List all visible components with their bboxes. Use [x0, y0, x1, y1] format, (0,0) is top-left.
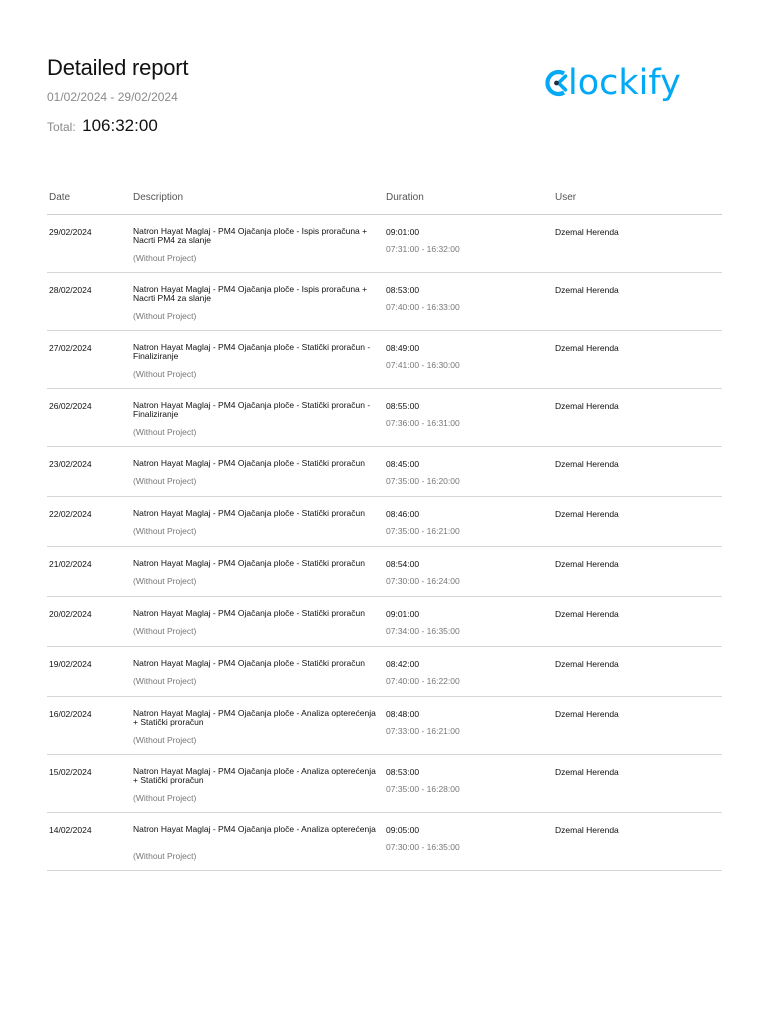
entry-duration: 08:55:00	[386, 401, 420, 411]
table-row	[47, 389, 722, 447]
entry-project: (Without Project)	[133, 626, 197, 636]
entry-date: 19/02/2024	[49, 659, 92, 669]
entry-description: Natron Hayat Maglaj - PM4 Ojačanja ploče - Ispis proračuna + Nacrti PM4 za slanje	[133, 284, 368, 303]
entry-user: Dzemal Herenda	[555, 559, 619, 569]
entry-time-range: 07:31:00 - 16:32:00	[386, 244, 460, 254]
table-body	[47, 215, 722, 871]
entry-description: Natron Hayat Maglaj - PM4 Ojačanja ploče - Statički proračun	[133, 608, 365, 618]
entry-date: 29/02/2024	[49, 227, 92, 237]
header-date: Date	[49, 192, 71, 203]
entry-project: (Without Project)	[133, 526, 197, 536]
table-row	[47, 697, 722, 755]
table-row	[47, 447, 722, 497]
table-row	[47, 647, 722, 697]
clockify-c-icon	[543, 67, 569, 99]
entry-description: Natron Hayat Maglaj - PM4 Ojačanja ploče - Analiza opterećenja + Statički proračun	[133, 766, 376, 785]
entry-user: Dzemal Herenda	[555, 459, 619, 469]
entry-date: 23/02/2024	[49, 459, 92, 469]
entry-description: Natron Hayat Maglaj - PM4 Ojačanja ploče - Analiza opterećenja	[133, 824, 376, 834]
header-user: User	[555, 192, 577, 203]
entry-date: 22/02/2024	[49, 509, 92, 519]
entry-description: Natron Hayat Maglaj - PM4 Ojačanja ploče - Statički proračun	[133, 458, 365, 468]
entry-project: (Without Project)	[133, 793, 197, 803]
entry-user: Dzemal Herenda	[555, 659, 619, 669]
entry-description: Natron Hayat Maglaj - PM4 Ojačanja ploče - Statički proračun - Finaliziranje	[133, 400, 371, 419]
entry-project: (Without Project)	[133, 735, 197, 745]
table-row	[47, 547, 722, 597]
entry-user: Dzemal Herenda	[555, 343, 619, 353]
table-header	[47, 186, 722, 215]
entry-duration: 09:01:00	[386, 609, 420, 619]
entry-user: Dzemal Herenda	[555, 401, 619, 411]
entry-time-range: 07:36:00 - 16:31:00	[386, 418, 460, 428]
header-description: Description	[133, 192, 184, 203]
entry-project: (Without Project)	[133, 369, 197, 379]
entry-time-range: 07:35:00 - 16:21:00	[386, 526, 460, 536]
entry-date: 21/02/2024	[49, 559, 92, 569]
entry-date: 14/02/2024	[49, 825, 92, 835]
entry-description: Natron Hayat Maglaj - PM4 Ojačanja ploče - Statički proračun	[133, 508, 365, 518]
entry-duration: 08:53:00	[386, 767, 420, 777]
entry-time-range: 07:30:00 - 16:24:00	[386, 576, 460, 586]
entry-description: Natron Hayat Maglaj - PM4 Ojačanja ploče - Statički proračun	[133, 658, 365, 668]
entry-time-range: 07:33:00 - 16:21:00	[386, 726, 460, 736]
table-row	[47, 273, 722, 331]
entry-user: Dzemal Herenda	[555, 227, 619, 237]
entry-duration: 09:01:00	[386, 227, 420, 237]
table-row	[47, 813, 722, 871]
entry-duration: 08:45:00	[386, 459, 420, 469]
entry-date: 28/02/2024	[49, 285, 92, 295]
total-label: Total:	[47, 120, 76, 134]
entry-user: Dzemal Herenda	[555, 767, 619, 777]
total-value: 106:32:00	[82, 116, 158, 135]
entry-duration: 08:49:00	[386, 343, 420, 353]
entry-user: Dzemal Herenda	[555, 285, 619, 295]
report-total	[47, 116, 158, 136]
clockify-logo	[543, 60, 723, 106]
entry-time-range: 07:40:00 - 16:22:00	[386, 676, 460, 686]
logo-text: lockify	[568, 62, 681, 103]
entry-project: (Without Project)	[133, 576, 197, 586]
entry-user: Dzemal Herenda	[555, 509, 619, 519]
entry-user: Dzemal Herenda	[555, 709, 619, 719]
entry-project: (Without Project)	[133, 253, 197, 263]
entry-time-range: 07:35:00 - 16:20:00	[386, 476, 460, 486]
table-row	[47, 755, 722, 813]
entry-duration: 08:53:00	[386, 285, 420, 295]
entry-time-range: 07:30:00 - 16:35:00	[386, 842, 460, 852]
entry-duration: 08:42:00	[386, 659, 420, 669]
entry-description: Natron Hayat Maglaj - PM4 Ojačanja ploče - Statički proračun	[133, 558, 365, 568]
entry-description: Natron Hayat Maglaj - PM4 Ojačanja ploče - Analiza opterećenja + Statički proračun	[133, 708, 376, 727]
entry-project: (Without Project)	[133, 476, 197, 486]
entry-date: 20/02/2024	[49, 609, 92, 619]
report-title: Detailed report	[47, 55, 189, 80]
entry-description: Natron Hayat Maglaj - PM4 Ojačanja ploče - Statički proračun - Finaliziranje	[133, 342, 371, 361]
entry-duration: 08:48:00	[386, 709, 420, 719]
entry-project: (Without Project)	[133, 851, 197, 861]
entry-description: Natron Hayat Maglaj - PM4 Ojačanja ploče - Ispis proračuna + Nacrti PM4 za slanje	[133, 226, 368, 245]
table-row	[47, 597, 722, 647]
entry-duration: 08:54:00	[386, 559, 420, 569]
entry-duration: 09:05:00	[386, 825, 420, 835]
entry-time-range: 07:40:00 - 16:33:00	[386, 302, 460, 312]
entry-project: (Without Project)	[133, 311, 197, 321]
entry-duration: 08:46:00	[386, 509, 420, 519]
entry-date: 15/02/2024	[49, 767, 92, 777]
entry-user: Dzemal Herenda	[555, 609, 619, 619]
table-row	[47, 497, 722, 547]
table-row	[47, 215, 722, 273]
header-duration: Duration	[386, 192, 424, 203]
report-date-range: 01/02/2024 - 29/02/2024	[47, 90, 178, 104]
entry-time-range: 07:35:00 - 16:28:00	[386, 784, 460, 794]
report-table	[47, 186, 722, 871]
table-row	[47, 331, 722, 389]
entry-time-range: 07:41:00 - 16:30:00	[386, 360, 460, 370]
entry-project: (Without Project)	[133, 427, 197, 437]
entry-user: Dzemal Herenda	[555, 825, 619, 835]
entry-date: 16/02/2024	[49, 709, 92, 719]
entry-date: 26/02/2024	[49, 401, 92, 411]
entry-project: (Without Project)	[133, 676, 197, 686]
entry-date: 27/02/2024	[49, 343, 92, 353]
entry-time-range: 07:34:00 - 16:35:00	[386, 626, 460, 636]
